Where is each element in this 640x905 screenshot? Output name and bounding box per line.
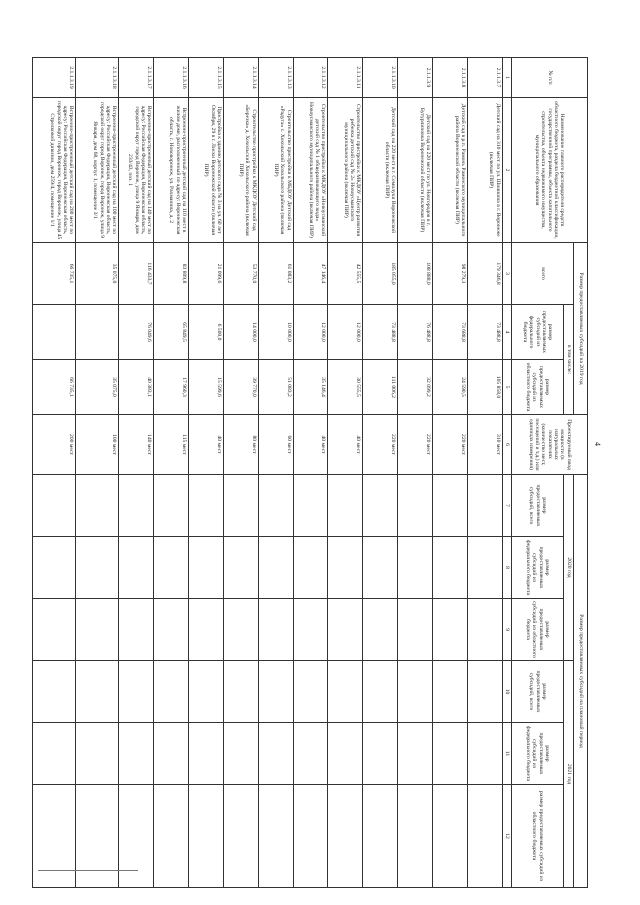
cell-empty (363, 785, 398, 888)
col-index-cell: 7 (502, 475, 511, 537)
cell-empty (33, 599, 76, 661)
cell-total: 66 735,1 (33, 243, 76, 305)
cell-empty (188, 785, 223, 888)
cell-empty (154, 661, 189, 723)
cell-empty (223, 475, 258, 537)
cell-num: 2.1.1.3.11 (328, 58, 363, 98)
cell-empty (432, 599, 467, 661)
cell-empty (154, 723, 189, 785)
cell-federal: 76 049,6 (119, 305, 154, 360)
cell-regional: 35 146,4 (293, 360, 328, 415)
cell-empty (76, 475, 119, 537)
cell-num: 2.1.1.3.17 (119, 58, 154, 98)
cell-name: Детский сад на 220 мест в г. Семилуки Воронежской области (включая ПИР) (363, 98, 398, 243)
cell-empty (363, 661, 398, 723)
cell-total: 47 146,4 (293, 243, 328, 305)
cell-empty (432, 723, 467, 785)
cell-empty (432, 537, 467, 599)
cell-empty (432, 475, 467, 537)
cell-empty (398, 723, 433, 785)
cell-empty (33, 785, 76, 888)
cell-empty (398, 785, 433, 888)
cell-empty (119, 599, 154, 661)
cell-federal: 14 000,0 (223, 305, 258, 360)
cell-empty (154, 599, 189, 661)
cell-capacity: 80 мест (223, 415, 258, 475)
cell-total: 116 433,7 (119, 243, 154, 305)
cell-empty (293, 723, 328, 785)
cell-empty (258, 475, 293, 537)
cell-empty (76, 661, 119, 723)
cell-empty (363, 599, 398, 661)
cell-empty (188, 537, 223, 599)
cell-federal: 6 500,0 (188, 305, 223, 360)
cell-empty (119, 785, 154, 888)
page-number: 4 (593, 442, 602, 446)
cell-empty (154, 785, 189, 888)
cell-capacity: 310 мест (467, 415, 502, 475)
table-row (363, 58, 398, 888)
hdr-2020: 2020 год (564, 475, 574, 661)
cell-empty (223, 599, 258, 661)
table-row (188, 58, 223, 888)
cell-empty (363, 475, 398, 537)
cell-capacity: 40 мест (328, 415, 363, 475)
hdr-num: № п/п (512, 58, 588, 98)
cell-capacity: 220 мест (398, 415, 433, 475)
cell-regional: 51 083,2 (258, 360, 293, 415)
table-row (223, 58, 258, 888)
cell-name: Детский сад на 220 мест по ул. Новгородов в г. Бутурлиновка Воронежской области (включая ПИР) (398, 98, 433, 243)
cell-empty (258, 661, 293, 723)
cell-empty (398, 599, 433, 661)
cell-name: Строительство пристройки к МКДОУ «Центр развития ребенка детский сад № 2» Новоусманского муниципального района (включая ПИР) (328, 98, 363, 243)
cell-empty (293, 661, 328, 723)
cell-capacity: 40 мест (188, 415, 223, 475)
col-index-cell: 2 (502, 98, 511, 243)
cell-capacity: 220 мест (432, 415, 467, 475)
cell-empty (119, 475, 154, 537)
cell-empty (33, 475, 76, 537)
cell-capacity: 100 мест (76, 415, 119, 475)
table-row (293, 58, 328, 888)
col-index-cell: 9 (502, 599, 511, 661)
cell-total: 98 279,3 (432, 243, 467, 305)
cell-empty (432, 661, 467, 723)
cell-capacity: 220 мест (363, 415, 398, 475)
hdr-2020-federal: размер предоставляемых субсидий из федерального бюджета (512, 537, 564, 599)
cell-name: Встроенно-пристроенный детский сад на 200 мест по адресу: Российская Федерация, Воронежская область, городской округ город Воронеж, город Воронеж, улица 45 Стрелковой дивизии, дом 259/4, помещение 1/1 (33, 98, 76, 243)
cell-empty (119, 661, 154, 723)
cell-empty (33, 537, 76, 599)
rotated-sheet (30, 57, 612, 881)
cell-empty (223, 661, 258, 723)
cell-total: 61 083,2 (258, 243, 293, 305)
hdr-planned: Размер предоставляемых субсидий на плановый период (574, 475, 588, 888)
cell-num: 2.1.1.3.15 (188, 58, 223, 98)
cell-name: Строительство пристройки к МБДОУ Детский сад «Радуга» с. Хохольский Хохольского района (включая ПИР) (258, 98, 293, 243)
cell-federal: 73 488,8 (467, 305, 502, 360)
cell-empty (328, 661, 363, 723)
cell-empty (328, 537, 363, 599)
header-row-1 (574, 58, 588, 888)
cell-empty (188, 599, 223, 661)
cell-regional: 40 383,1 (119, 360, 154, 415)
cell-empty (328, 475, 363, 537)
cell-num: 2.1.1.3.16 (154, 58, 189, 98)
col-index-cell: 6 (502, 415, 511, 475)
hdr-regional: размер предоставляемых субсидий из областного бюджета (512, 360, 564, 415)
cell-empty (119, 537, 154, 599)
hdr-2021-regional: размер предоставляемых субсидий из областного бюджета (512, 785, 564, 888)
hdr-2020-total: размер предоставляемых субсидий, всего (512, 475, 564, 537)
cell-regional: 17 960,3 (154, 360, 189, 415)
cell-capacity: 140 мест (119, 415, 154, 475)
cell-empty (467, 661, 502, 723)
cell-empty (293, 785, 328, 888)
cell-federal: 12 000,0 (328, 305, 363, 360)
cell-num: 2.1.1.3.14 (223, 58, 258, 98)
cell-empty (76, 785, 119, 888)
cell-num: 2.1.1.3.9 (398, 58, 433, 98)
cell-total: 83 809,8 (154, 243, 189, 305)
cell-total: 185 055,0 (363, 243, 398, 305)
cell-empty (398, 475, 433, 537)
cell-empty (76, 723, 119, 785)
cell-empty (398, 661, 433, 723)
hdr-federal: размер предоставляемых субсидий из федерального бюджета (512, 305, 564, 360)
footer-rule (38, 870, 138, 871)
table-row (258, 58, 293, 888)
subsidy-table (32, 57, 588, 888)
hdr-size-2019: Размер предоставляемых субсидий на 2019 год (574, 243, 588, 415)
cell-federal: 73 488,8 (363, 305, 398, 360)
cell-empty (119, 723, 154, 785)
col-index-cell: 11 (502, 723, 511, 785)
cell-empty (223, 723, 258, 785)
cell-total: 179 346,8 (467, 243, 502, 305)
cell-empty (293, 599, 328, 661)
table-row (398, 58, 433, 888)
cell-empty (258, 785, 293, 888)
hdr-total: всего (512, 243, 574, 305)
table-row (33, 58, 76, 888)
cell-federal: 12 000,0 (293, 305, 328, 360)
table-row (76, 58, 119, 888)
cell-empty (188, 475, 223, 537)
cell-empty (293, 537, 328, 599)
cell-name: Пристройка к зданию детского сада № 3 на ул. 60 лет Октября, 29 в г. Лиски Воронежской области (включая ПИР) (188, 98, 223, 243)
cell-empty (467, 537, 502, 599)
cell-regional: 105 858,0 (467, 360, 502, 415)
cell-regional: 15 599,6 (188, 360, 223, 415)
cell-federal: 76 488,8 (398, 305, 433, 360)
hdr-name: Наименование главного распорядителя средств областного бюджета, раздела бюджетной классификации, государственной программы, объекта капитального строительства, объекта недвижимого имущества, муниципального образования (512, 98, 588, 243)
cell-capacity: 60 мест (258, 415, 293, 475)
hdr-2021: 2021 год (564, 661, 574, 888)
table-row (467, 58, 502, 888)
cell-regional: 35 075,0 (76, 360, 119, 415)
cell-empty (258, 599, 293, 661)
cell-empty (223, 785, 258, 888)
cell-empty (258, 537, 293, 599)
hdr-capacity: Проектируемый ввод мощности (в натуральных показателях (количество мест, посещений и т.д.) или единицах измерения) (512, 415, 588, 475)
cell-empty (432, 785, 467, 888)
cell-total: 108 888,0 (398, 243, 433, 305)
cell-empty (293, 475, 328, 537)
cell-name: Встроенно-пристроенный детский сад на 110 мест в жилом доме, расположенный по адресу: Воронежская область, г. Нововоронеж, ул. Рахманина, д. 2 (154, 98, 189, 243)
col-index-cell: 3 (502, 243, 511, 305)
cell-empty (467, 475, 502, 537)
column-index-row (502, 58, 511, 888)
col-index-cell: 12 (502, 785, 511, 888)
cell-num: 2.1.1.3.12 (293, 58, 328, 98)
cell-name: Строительство пристройки к МКДОУ «Новоусманский детский сад № 1 общеразвивающего вида» Новоусманского муниципального района (включая ПИР) (293, 98, 328, 243)
cell-num: 2.1.1.3.10 (363, 58, 398, 98)
cell-regional: 24 590,5 (432, 360, 467, 415)
table-row (119, 58, 154, 888)
cell-capacity: 40 мест (293, 415, 328, 475)
cell-name: Встроенно-пристроенный детский сад на 100 мест по адресу: Российская Федерация, Воронежская область, городской округ город Воронеж, город Воронеж, улица 9 Января, дом 68, корпус 1, помещение 3/1 (76, 98, 119, 243)
cell-federal (76, 305, 119, 360)
cell-num: 2.1.1.3.13 (258, 58, 293, 98)
col-index-cell: 4 (502, 305, 511, 360)
table-row (328, 58, 363, 888)
page-header (590, 57, 602, 847)
cell-empty (188, 661, 223, 723)
cell-empty (154, 475, 189, 537)
cell-name: Детский сад в р.п. Рамонь Рамонского муниципального района Воронежской области (включая ПИР) (432, 98, 467, 243)
cell-empty (467, 599, 502, 661)
col-index-cell: 10 (502, 661, 511, 723)
hdr-2021-total: размер предоставляемых субсидий, всего (512, 661, 564, 723)
cell-capacity: 115 мест (154, 415, 189, 475)
cell-empty (328, 723, 363, 785)
hdr-in-that: в том числе: (564, 305, 574, 415)
cell-empty (188, 723, 223, 785)
col-index-cell: 5 (502, 360, 511, 415)
table-row (432, 58, 467, 888)
hdr-2021-federal: размер предоставляемых субсидий из федерального бюджета (512, 723, 564, 785)
cell-num: 2.1.1.3.8 (432, 58, 467, 98)
cell-empty (154, 537, 189, 599)
cell-num: 2.1.1.3.7 (467, 58, 502, 98)
cell-empty (76, 599, 119, 661)
cell-total: 21 099,6 (188, 243, 223, 305)
cell-empty (398, 537, 433, 599)
cell-empty (328, 599, 363, 661)
cell-empty (258, 723, 293, 785)
cell-federal: 65 849,5 (154, 305, 189, 360)
cell-empty (363, 723, 398, 785)
cell-empty (76, 537, 119, 599)
cell-total: 42 555,5 (328, 243, 363, 305)
cell-regional: 39 770,0 (223, 360, 258, 415)
cell-federal (33, 305, 76, 360)
cell-num: 2.1.1.3.18 (76, 58, 119, 98)
cell-federal: 10 000,0 (258, 305, 293, 360)
table-row (154, 58, 189, 888)
cell-name: Детский сад на 310 мест по ул. Шишкина в г. Воронеже (включая ПИР) (467, 98, 502, 243)
cell-empty (33, 661, 76, 723)
cell-empty (33, 723, 76, 785)
cell-empty (328, 785, 363, 888)
cell-name: Строительство пристройки к МКДОУ Детский сад «Березка» д. Хохольский Хохольского района (включая ПИР) (223, 98, 258, 243)
cell-empty (363, 537, 398, 599)
cell-capacity: 200 мест (33, 415, 76, 475)
cell-total: 53 770,0 (223, 243, 258, 305)
cell-regional: 111 006,2 (363, 360, 398, 415)
cell-total: 35 075,0 (76, 243, 119, 305)
cell-empty (467, 723, 502, 785)
hdr-2020-regional: размер предоставляемых субсидий из областного бюджета (512, 599, 564, 661)
cell-regional: 30 555,5 (328, 360, 363, 415)
cell-federal: 73 688,8 (432, 305, 467, 360)
cell-name: Встроенно-пристроенный детский сад на 140 мест по адресу: Российская Федерация, Воронежская область, городской округ город Воронеж, улица 9 Января, дом 233/43, поз. 1 (119, 98, 154, 243)
cell-regional: 32 099,2 (398, 360, 433, 415)
col-index-cell: 8 (502, 537, 511, 599)
col-index-cell: 1 (502, 58, 511, 98)
cell-regional: 66 735,1 (33, 360, 76, 415)
cell-empty (223, 537, 258, 599)
cell-empty (467, 785, 502, 888)
cell-num: 2.1.1.3.19 (33, 58, 76, 98)
